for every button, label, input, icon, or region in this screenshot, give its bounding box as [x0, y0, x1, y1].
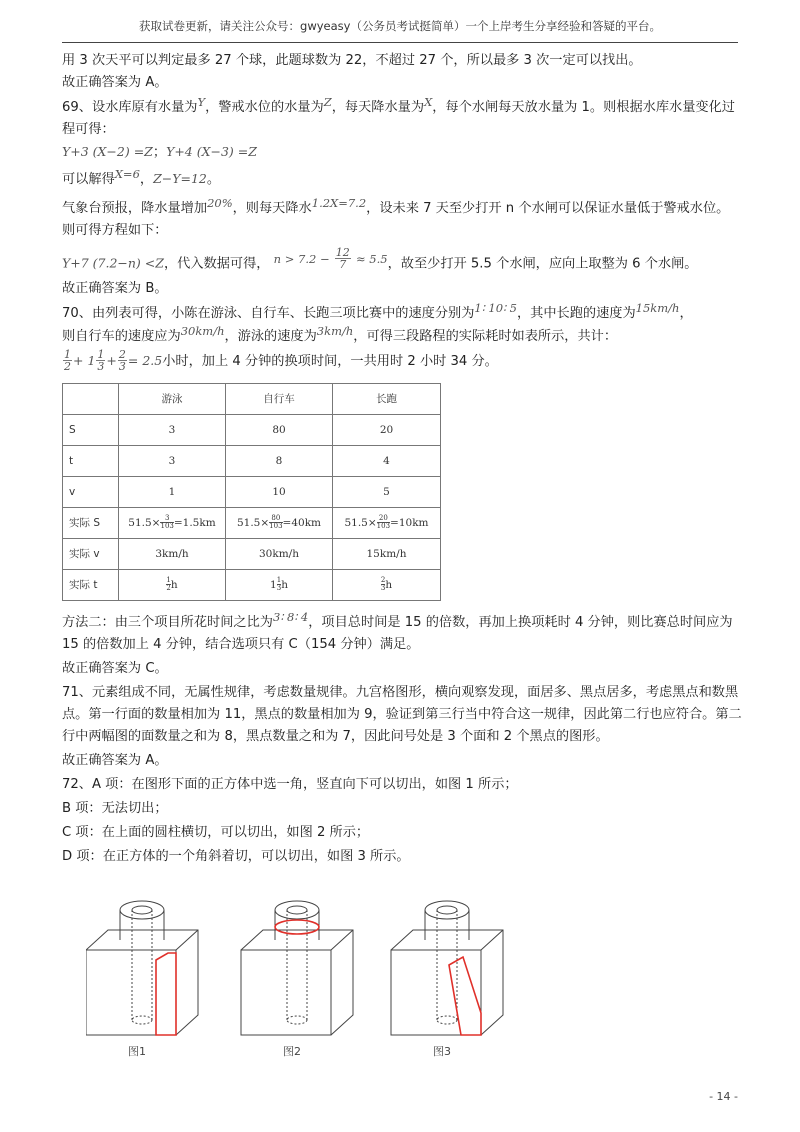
text: ； — [152, 145, 167, 160]
cell-text: 51.5× — [128, 516, 161, 529]
table-row — [63, 538, 441, 569]
text: ，警戒水位的水量为 — [205, 100, 324, 115]
equation: X=6 — [114, 167, 140, 181]
text: ，每个水闸每天放水量为 1。则根据水库水量变化过程可得： — [62, 100, 735, 137]
text: 70、由列表可得，小陈在游泳、自行车、长跑三项比赛中的速度分别为 — [62, 305, 475, 321]
hole-bottom — [437, 1016, 457, 1024]
table-cell: 30km/h — [226, 538, 333, 569]
paragraph: 用 3 次天平可以判定最多 27 个球，此题球数为 22，不超过 27 个，所以最多 3 次一定可以找出。 — [62, 53, 642, 68]
cylinder-top-inner — [132, 906, 152, 914]
equation: 1.2X=7.2 — [311, 196, 367, 210]
fraction — [160, 515, 173, 530]
solve-line — [62, 168, 742, 191]
cube-front-face — [86, 950, 176, 1035]
figure-caption-1: 图1 — [128, 1045, 146, 1058]
table-row-label: t — [63, 445, 119, 476]
figure-3 — [391, 901, 503, 1035]
cell-text: h — [170, 578, 178, 591]
equation: Z−Y=12 — [153, 171, 207, 186]
math-op: + 1 — [73, 352, 96, 368]
table-cell: 4 — [333, 445, 441, 476]
method-two — [62, 611, 742, 656]
fraction-numerator: 80 — [269, 515, 282, 523]
table-row — [63, 476, 441, 507]
math-op: = 2.5 — [127, 352, 163, 368]
equation: 3km/h — [316, 323, 354, 338]
text: 69、设水库原有水量为 — [62, 100, 198, 115]
fraction — [269, 515, 282, 530]
text: 气象台预报，降水量增加 — [62, 201, 208, 216]
cylinder-top-outer — [120, 901, 164, 919]
table-header-cell: 游泳 — [119, 383, 226, 414]
table-row-label: 实际 S — [63, 507, 119, 538]
cylinder-top-outer — [425, 901, 469, 919]
fraction-numerator: 1 — [97, 348, 105, 361]
table-cell: 80 — [226, 414, 333, 445]
equation: Y+4 (X−3) =Z — [166, 144, 257, 159]
table-cell: 1 — [119, 476, 226, 507]
fraction-denominator: 2 — [166, 584, 171, 592]
table-row-label: 实际 t — [63, 569, 119, 600]
fraction-denominator: 3 — [380, 584, 386, 592]
q70-intro — [62, 302, 742, 348]
sum-line — [62, 348, 742, 375]
text: ，故至少打开 5.5 个水闸，应向上取整为 6 个水闸。 — [387, 256, 698, 272]
equation: 15km/h — [635, 300, 680, 315]
forecast-paragraph — [62, 197, 742, 242]
fraction-denominator: 3 — [118, 360, 126, 373]
table-cell: 10 — [226, 476, 333, 507]
cube-edge — [481, 930, 503, 950]
cut-section — [156, 953, 176, 1035]
fraction-numerator: 3 — [160, 515, 173, 523]
equation-line — [62, 141, 742, 164]
fraction-denominator: 103 — [376, 522, 391, 530]
math-op: + — [106, 352, 117, 368]
answer-line: 故正确答案为 C。 — [62, 660, 168, 676]
table-cell — [333, 569, 441, 600]
fraction-numerator: 2 — [118, 348, 126, 361]
speed-table — [62, 383, 441, 601]
table-cell: 3 — [119, 414, 226, 445]
text: 方法二：由三个项目所花时间之比为 — [62, 614, 273, 630]
text: ， — [139, 172, 154, 187]
text: ，可得三段路程的实际耗时如表所示，共计： — [353, 328, 618, 344]
text: ，每天降水量为 — [331, 100, 425, 115]
cube-front-face — [391, 950, 481, 1035]
q69-intro — [62, 96, 742, 141]
fraction-denominator: 2 — [64, 360, 71, 373]
cell-text: =40km — [282, 516, 322, 529]
equation: 20% — [207, 196, 233, 210]
cell-text: 1 — [270, 578, 277, 591]
table-row-label: S — [63, 414, 119, 445]
fraction-numerator: 1 — [64, 348, 71, 361]
equation: Y+7 (7.2−n) <Z — [62, 255, 164, 271]
answer-line: 故正确答案为 A。 — [62, 752, 168, 768]
cell-text: =10km — [390, 516, 429, 529]
table-header-row — [63, 383, 441, 414]
cube-cylinder-figures — [86, 895, 506, 1060]
table-cell — [119, 507, 226, 538]
text: ，项目总时间是 15 的倍数，再加上换项耗时 4 分钟，则比赛总时间应为 15 的倍数加上 4 分钟，结合选项只有 C（154 分钟）满足。 — [62, 614, 733, 652]
table-cell: 3km/h — [119, 538, 226, 569]
table-cell: 3 — [119, 445, 226, 476]
equation: 1∶ 10∶ 5 — [474, 300, 517, 315]
figure-caption-3: 图3 — [433, 1045, 451, 1058]
cylinder-top-inner — [287, 906, 307, 914]
answer-line: 故正确答案为 A。 — [62, 75, 168, 90]
text: ，游泳的速度为 — [224, 328, 317, 344]
cube-edge — [331, 930, 353, 950]
inequality-line — [62, 246, 742, 276]
table-header-cell — [63, 383, 119, 414]
table-row-label: 实际 v — [63, 538, 119, 569]
fraction — [63, 349, 72, 372]
cell-text: h — [385, 578, 393, 591]
page-number: - 14 - — [709, 1090, 738, 1103]
cylinder-top-outer — [275, 901, 319, 919]
equation: 30km/h — [180, 323, 225, 338]
math-var: Z — [323, 95, 332, 109]
table-row — [63, 507, 441, 538]
document-body — [62, 50, 742, 868]
fraction-numerator: 2 — [380, 576, 386, 584]
text: 可以解得 — [62, 172, 115, 187]
q71-paragraph: 71、元素组成不同，无属性规律，考虑数量规律。九宫格图形，横向观察发现，面居多、黑点居多，考虑黑点和数黑点。第一行面的数量相加为 11，黑点的数量相加为 9，验证到第三行当中符合这一规律，因此第二行也应符合。第二行中两幅图的面数量之和为 8，黑点数量之和为 7，因此问号处是 3 个面和 2 个黑点的图形。 — [62, 684, 742, 744]
text: ， — [679, 305, 693, 321]
hole-bottom — [287, 1016, 307, 1024]
fraction-denominator: 103 — [269, 522, 283, 530]
figure-2 — [241, 901, 353, 1035]
table-cell — [333, 507, 441, 538]
cylinder-top-inner — [437, 906, 457, 914]
fraction — [377, 515, 390, 530]
text: 则自行车的速度应为 — [62, 328, 181, 344]
text: ，则每天降水 — [232, 201, 312, 216]
q72-option-d: D 项：在正方体的一个角斜着切，可以切出，如图 3 所示。 — [62, 848, 410, 864]
fraction — [335, 247, 351, 270]
fraction-denominator: 7 — [339, 258, 347, 271]
fraction — [118, 349, 127, 372]
page-header: 获取试卷更新，请关注公众号：gwyeasy（公务员考试挺简单）一个上岸考生分享经验和答疑的平台。 — [139, 19, 661, 33]
q72-option-b: B 项：无法切出； — [62, 800, 168, 816]
math-var: Y — [197, 95, 206, 109]
cell-text: 51.5× — [344, 516, 377, 529]
answer-line: 故正确答案为 B。 — [62, 280, 168, 296]
table-header-cell: 长跑 — [333, 383, 441, 414]
table-cell — [226, 569, 333, 600]
cut-section — [275, 920, 319, 934]
text: ，其中长跑的速度为 — [516, 305, 636, 321]
math-var: X — [424, 95, 433, 109]
table-cell: 20 — [333, 414, 441, 445]
figure-1 — [86, 901, 198, 1035]
fraction — [96, 349, 105, 372]
equation: 3∶ 8∶ 4 — [273, 609, 309, 624]
table-row — [63, 445, 441, 476]
cube-front-face — [241, 950, 331, 1035]
equation: Y+3 (X−2) =Z — [62, 144, 153, 159]
cell-text: h — [281, 578, 288, 591]
cell-text: =1.5km — [173, 516, 216, 529]
fraction-numerator: 20 — [377, 515, 390, 523]
table-row-label: v — [63, 476, 119, 507]
text: 小时，加上 4 分钟的换项时间，一共用时 2 小时 34 分。 — [162, 353, 498, 369]
table-cell: 15km/h — [333, 538, 441, 569]
table-header-cell: 自行车 — [226, 383, 333, 414]
table-cell: 5 — [333, 476, 441, 507]
table-row — [63, 569, 441, 600]
text: ，代入数据可得， — [163, 256, 270, 272]
hole-bottom — [132, 1016, 152, 1024]
fraction-denominator: 3 — [276, 584, 282, 592]
table-cell: 8 — [226, 445, 333, 476]
cube-edge — [176, 930, 198, 950]
fraction-denominator: 3 — [97, 360, 105, 373]
equation: n > 7.2 − — [273, 251, 330, 266]
table-cell — [226, 507, 333, 538]
fraction-denominator: 103 — [160, 522, 174, 530]
text: 。 — [206, 172, 221, 187]
cell-text: 51.5× — [236, 516, 270, 529]
q72-option-c: C 项：在上面的圆柱横切，可以切出，如图 2 所示； — [62, 824, 370, 840]
text: ，设未来 7 天至少打开 n 个水闸可以保证水量低于警戒水位。则可得方程如下： — [62, 201, 730, 238]
fraction-numerator: 12 — [335, 246, 350, 259]
q72-option-a: 72、A 项：在图形下面的正方体中选一角，竖直向下可以切出，如图 1 所示； — [62, 776, 518, 792]
figure-caption-2: 图2 — [283, 1045, 301, 1058]
fraction-numerator: 1 — [166, 576, 171, 584]
header-divider — [62, 42, 738, 43]
equation: ≈ 5.5 — [356, 251, 388, 266]
fraction-numerator: 1 — [276, 576, 282, 584]
table-row — [63, 414, 441, 445]
table-cell — [119, 569, 226, 600]
